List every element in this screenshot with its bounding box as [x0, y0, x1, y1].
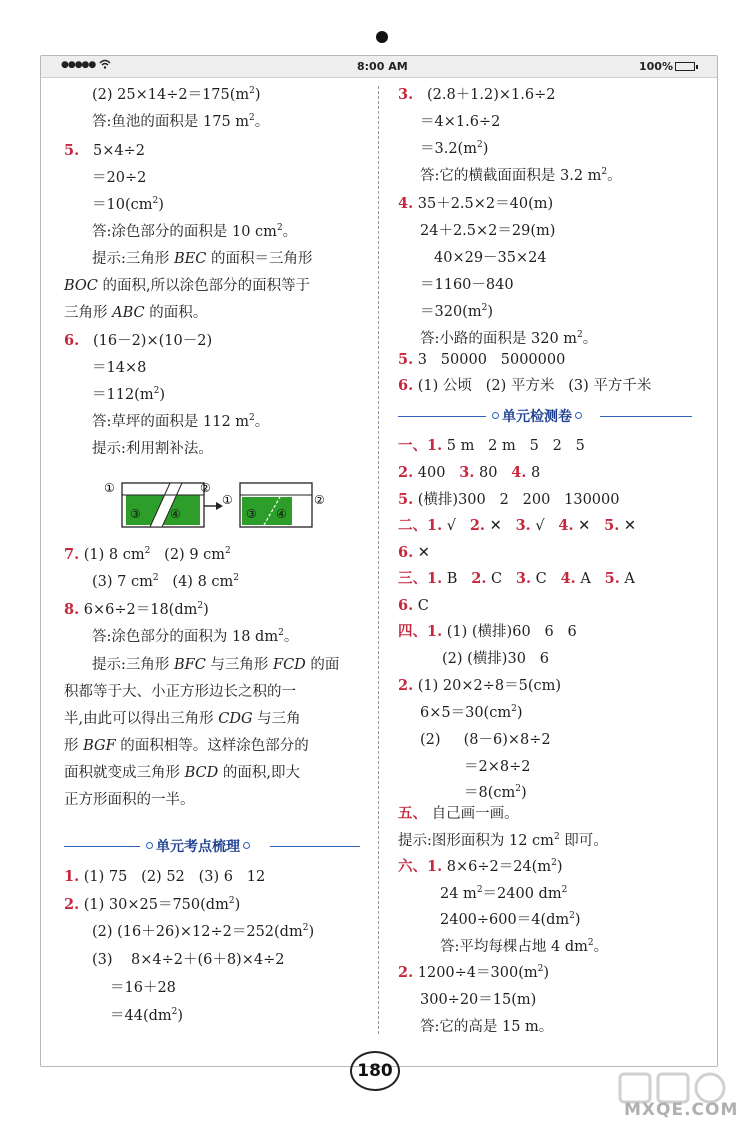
item-text: 400: [417, 465, 460, 481]
diagram-label: ③: [246, 507, 257, 521]
answer-line: [92, 923, 314, 941]
item-text: $6\times 5=30(cm^2)$: [420, 704, 523, 721]
item-text: ✕: [489, 518, 516, 534]
answer-line: [398, 677, 561, 695]
diagram-label: ④: [276, 507, 287, 521]
answer-line: [398, 544, 430, 562]
answer-line: [92, 359, 146, 377]
item-number: 3.: [398, 86, 414, 103]
item-number: 2.: [398, 964, 414, 981]
answer-line: [464, 758, 530, 776]
answer-line: [92, 440, 213, 458]
answer-line: [420, 731, 551, 749]
circle-bullet-icon: [492, 412, 499, 419]
item-number: 6.: [398, 377, 414, 394]
answer-line: [398, 805, 519, 823]
item-number: 4.: [560, 570, 576, 587]
item-text: $=10(cm^2)$: [92, 196, 164, 213]
answer-line: [440, 938, 608, 956]
item-text: (3) 8×4÷2＋(6＋8)×4÷2: [92, 952, 285, 968]
item-text: 答:平均每棵占地 4 $dm^2$。: [440, 938, 609, 955]
answer-line: [92, 413, 269, 431]
answer-line: [398, 964, 549, 982]
answer-line: [64, 764, 300, 782]
item-text: $8\times 6\div 2=24(m^2)$: [446, 858, 563, 875]
item-number: 6.: [398, 544, 414, 561]
answer-line: [64, 896, 240, 914]
item-number: 3.: [515, 517, 531, 534]
item-text: A: [624, 571, 635, 587]
item-text: $6\times 6\div 2=18(dm^2)$: [83, 601, 209, 618]
item-text: $=320(m^2)$: [420, 303, 493, 320]
item-text: (1) 8 $cm^2$ (2) 9 $cm^2$: [83, 546, 231, 563]
section-title-text: 单元检测卷: [502, 409, 572, 425]
item-text: (横排)300 2 200 130000: [417, 492, 620, 508]
item-number: 四、1.: [398, 623, 443, 640]
item-text: 8: [531, 465, 541, 481]
section-title-text: 单元考点梳理: [156, 839, 240, 855]
item-text: 正方形面积的一半。: [64, 792, 195, 808]
item-text: 提示:图形面积为 12 $cm^2$ 即可。: [398, 832, 608, 849]
section-title: [146, 836, 250, 856]
diagram-label: ①: [222, 493, 233, 507]
item-text: √: [535, 518, 559, 534]
item-text: C: [417, 598, 429, 614]
answer-line: [64, 277, 310, 295]
item-text: (1) $30\times 25=750(dm^2)$: [83, 896, 241, 913]
watermark-text: MXQE.COM: [624, 1100, 739, 1120]
item-text: (2) $25\times 14\div 2=175(m^2)$: [92, 86, 261, 103]
answer-line: [440, 885, 567, 903]
clock: 8:00 AM: [357, 60, 408, 73]
item-text: 答:小路的面积是 320 $m^2$。: [420, 330, 598, 347]
answer-line: [92, 628, 298, 646]
answer-line: [398, 195, 553, 213]
item-text: $=8(cm^2)$: [464, 784, 527, 801]
item-number: 3.: [515, 570, 532, 587]
item-number: 5.: [398, 351, 414, 368]
answer-line: [92, 86, 261, 104]
item-text: 三角形 ABC 的面积。: [64, 305, 208, 321]
answer-line: [92, 196, 164, 214]
item-text: 答:它的横截面面积是 3.2 $m^2$。: [420, 167, 622, 184]
item-text: 答:它的高是 15 m。: [420, 1019, 554, 1035]
item-text: 积都等于大、小正方形边长之积的一: [64, 684, 296, 700]
item-number: 3.: [459, 464, 475, 481]
item-text: 300÷20＝15(m): [420, 992, 537, 1008]
answer-line: [64, 683, 296, 701]
item-text: ✕: [417, 545, 430, 561]
item-text: 自己画一画。: [431, 806, 519, 822]
device-camera: [376, 31, 388, 43]
item-text: C: [535, 571, 561, 587]
item-number: 5.: [398, 491, 414, 508]
item-text: 80: [479, 465, 512, 481]
diagram-label: ①: [104, 481, 115, 495]
item-text: ✕: [623, 518, 637, 534]
answer-line: [420, 276, 514, 294]
answer-line: [398, 377, 651, 395]
answer-line: [64, 332, 212, 350]
answer-line: [64, 710, 301, 728]
answer-line: [398, 517, 636, 535]
answer-line: [92, 951, 284, 969]
item-text: (2) (横排)30 6: [442, 651, 549, 667]
diagram-label: ②: [200, 481, 211, 495]
answer-line: [420, 330, 597, 348]
answer-line: [440, 911, 581, 929]
battery-icon: [675, 62, 695, 71]
circle-bullet-icon: [146, 842, 153, 849]
answer-line: [420, 704, 522, 722]
item-text: ＝2×8÷2: [464, 759, 531, 775]
item-number: 6.: [64, 332, 80, 349]
item-number: 5.: [64, 142, 80, 159]
item-number: 二、1.: [398, 517, 443, 534]
answer-line: [398, 351, 565, 369]
arrow-right-icon: [204, 502, 223, 510]
answer-line: [110, 1007, 183, 1025]
item-number: 4.: [511, 464, 527, 481]
item-number: 2.: [398, 677, 414, 694]
item-number: 2.: [471, 570, 487, 587]
item-text: (16－2)×(10－2): [83, 333, 213, 349]
item-text: ＝20÷2: [92, 170, 147, 186]
item-text: 提示:三角形 BEC 的面积＝三角形: [92, 251, 313, 267]
item-text: (2) $(16+26)\times 12\div 2=252(dm^2)$: [92, 923, 315, 940]
item-number: 4.: [398, 195, 414, 212]
item-text: (1) (横排)60 6 6: [446, 624, 577, 640]
item-number: 2.: [469, 517, 485, 534]
item-text: ＝14×8: [92, 360, 147, 376]
answer-line: [420, 991, 536, 1009]
answer-line: [92, 656, 339, 674]
item-text: 提示:三角形 BFC 与三角形 FCD 的面: [92, 657, 340, 673]
answer-line: [64, 737, 309, 755]
item-text: (1) 75 (2) 52 (3) 6 12: [83, 869, 266, 885]
answer-line: [420, 167, 622, 185]
section-heading-left: [64, 836, 360, 856]
answer-line: [398, 623, 577, 641]
item-text: $=112(m^2)$: [92, 386, 165, 403]
item-text: (2.8＋1.2)×1.6÷2: [417, 87, 556, 103]
item-text: 形 BGF 的面积相等。这样涂色部分的: [64, 738, 309, 754]
answer-line: [64, 868, 265, 886]
answer-line: [398, 858, 563, 876]
item-number: 2.: [64, 896, 80, 913]
item-text: $=3.2(m^2)$: [420, 140, 489, 157]
section-rule: [64, 846, 140, 847]
diagram-label: ④: [170, 507, 181, 521]
item-text: 35＋2.5×2＝40(m): [417, 196, 554, 212]
section-rule: [270, 846, 360, 847]
item-text: 面积就变成三角形 BCD 的面积,即大: [64, 765, 300, 781]
answer-line: [464, 784, 527, 802]
answer-line: [420, 113, 500, 131]
item-number: 5.: [604, 570, 620, 587]
answer-line: [92, 250, 312, 268]
item-number: 1.: [64, 868, 80, 885]
item-text: $1200\div 4=300(m^2)$: [417, 964, 550, 981]
answer-line: [92, 169, 146, 187]
item-text: (1) 20×2÷8＝5(cm): [417, 678, 562, 694]
item-text: 24＋2.5×2＝29(m): [420, 223, 556, 239]
item-number: 7.: [64, 546, 80, 563]
item-text: (2) (8－6)×8÷2: [420, 732, 551, 748]
item-text: (1) 公顷 (2) 平方米 (3) 平方千米: [417, 378, 652, 394]
item-text: $2400\div 600=4(dm^2)$: [440, 911, 581, 928]
item-number: 8.: [64, 601, 80, 618]
section-rule: [600, 416, 692, 417]
item-text: 3 50000 5000000: [417, 352, 566, 368]
item-number: 2.: [398, 464, 414, 481]
item-number: 五、: [398, 805, 427, 822]
item-text: BOC 的面积,所以涂色部分的面积等于: [64, 278, 311, 294]
item-text: ✕: [578, 518, 605, 534]
item-text: (3) 7 $cm^2$ (4) 8 $cm^2$: [92, 573, 240, 590]
answer-line: [92, 573, 239, 591]
item-text: ＝4×1.6÷2: [420, 114, 501, 130]
answer-line: [398, 491, 619, 509]
circle-bullet-icon: [243, 842, 250, 849]
answer-line: [64, 142, 145, 160]
item-number: 5.: [604, 517, 620, 534]
item-text: 答:涂色部分的面积为 18 $dm^2$。: [92, 628, 299, 645]
answer-line: [420, 303, 493, 321]
item-text: 答:鱼池的面积是 175 $m^2$。: [92, 113, 270, 130]
answer-line: [92, 113, 269, 131]
answer-line: [420, 222, 555, 240]
diagram-label: ②: [314, 493, 325, 507]
answer-line: [398, 437, 585, 455]
page-number: 180: [350, 1051, 400, 1091]
item-text: A: [580, 571, 605, 587]
column-divider: [378, 86, 379, 1034]
item-text: B: [446, 571, 472, 587]
item-text: 24 $m^2=2400$ $dm^2$: [440, 885, 568, 902]
section-title: [492, 406, 582, 426]
answer-line: [92, 386, 165, 404]
item-text: 40×29－35×24: [434, 250, 547, 266]
cut-and-paste-diagram: [104, 478, 336, 534]
answer-line: [398, 570, 635, 588]
answer-line: [398, 832, 608, 850]
answer-line: [398, 86, 556, 104]
answer-line: [434, 249, 547, 267]
wifi-icon: [99, 59, 111, 72]
item-number: 三、1.: [398, 570, 443, 587]
circle-bullet-icon: [575, 412, 582, 419]
answer-line: [92, 223, 297, 241]
battery-percent: 100%: [639, 60, 673, 73]
item-text: 提示:利用割补法。: [92, 441, 213, 457]
answer-line: [64, 791, 195, 809]
answer-line: [420, 140, 488, 158]
answer-line: [64, 546, 231, 564]
section-rule: [398, 416, 486, 417]
item-text: 5 m 2 m 5 2 5: [446, 438, 585, 454]
item-number: 一、1.: [398, 437, 443, 454]
status-bar: [41, 56, 717, 78]
item-text: √: [446, 518, 470, 534]
answer-line: [64, 601, 209, 619]
item-number: 4.: [558, 517, 574, 534]
item-text: 半,由此可以得出三角形 CDG 与三角: [64, 711, 301, 727]
answer-line: [110, 979, 176, 997]
item-text: 答:涂色部分的面积是 10 $cm^2$。: [92, 223, 298, 240]
answer-line: [442, 650, 549, 668]
item-text: $=44(dm^2)$: [110, 1007, 184, 1024]
item-text: 5×4÷2: [83, 143, 145, 159]
answer-line: [64, 304, 207, 322]
answer-line: [398, 464, 540, 482]
answer-line: [398, 597, 429, 615]
signal-icon: ●●●●●: [61, 60, 96, 70]
diagram-label: ③: [130, 507, 141, 521]
item-text: ＝16＋28: [110, 980, 176, 996]
item-text: C: [490, 571, 516, 587]
item-number: 6.: [398, 597, 414, 614]
section-heading-right: [398, 406, 692, 426]
item-text: 答:草坪的面积是 112 $m^2$。: [92, 413, 270, 430]
answer-line: [420, 1018, 553, 1036]
item-text: ＝1160－840: [420, 277, 514, 293]
item-number: 六、1.: [398, 858, 443, 875]
